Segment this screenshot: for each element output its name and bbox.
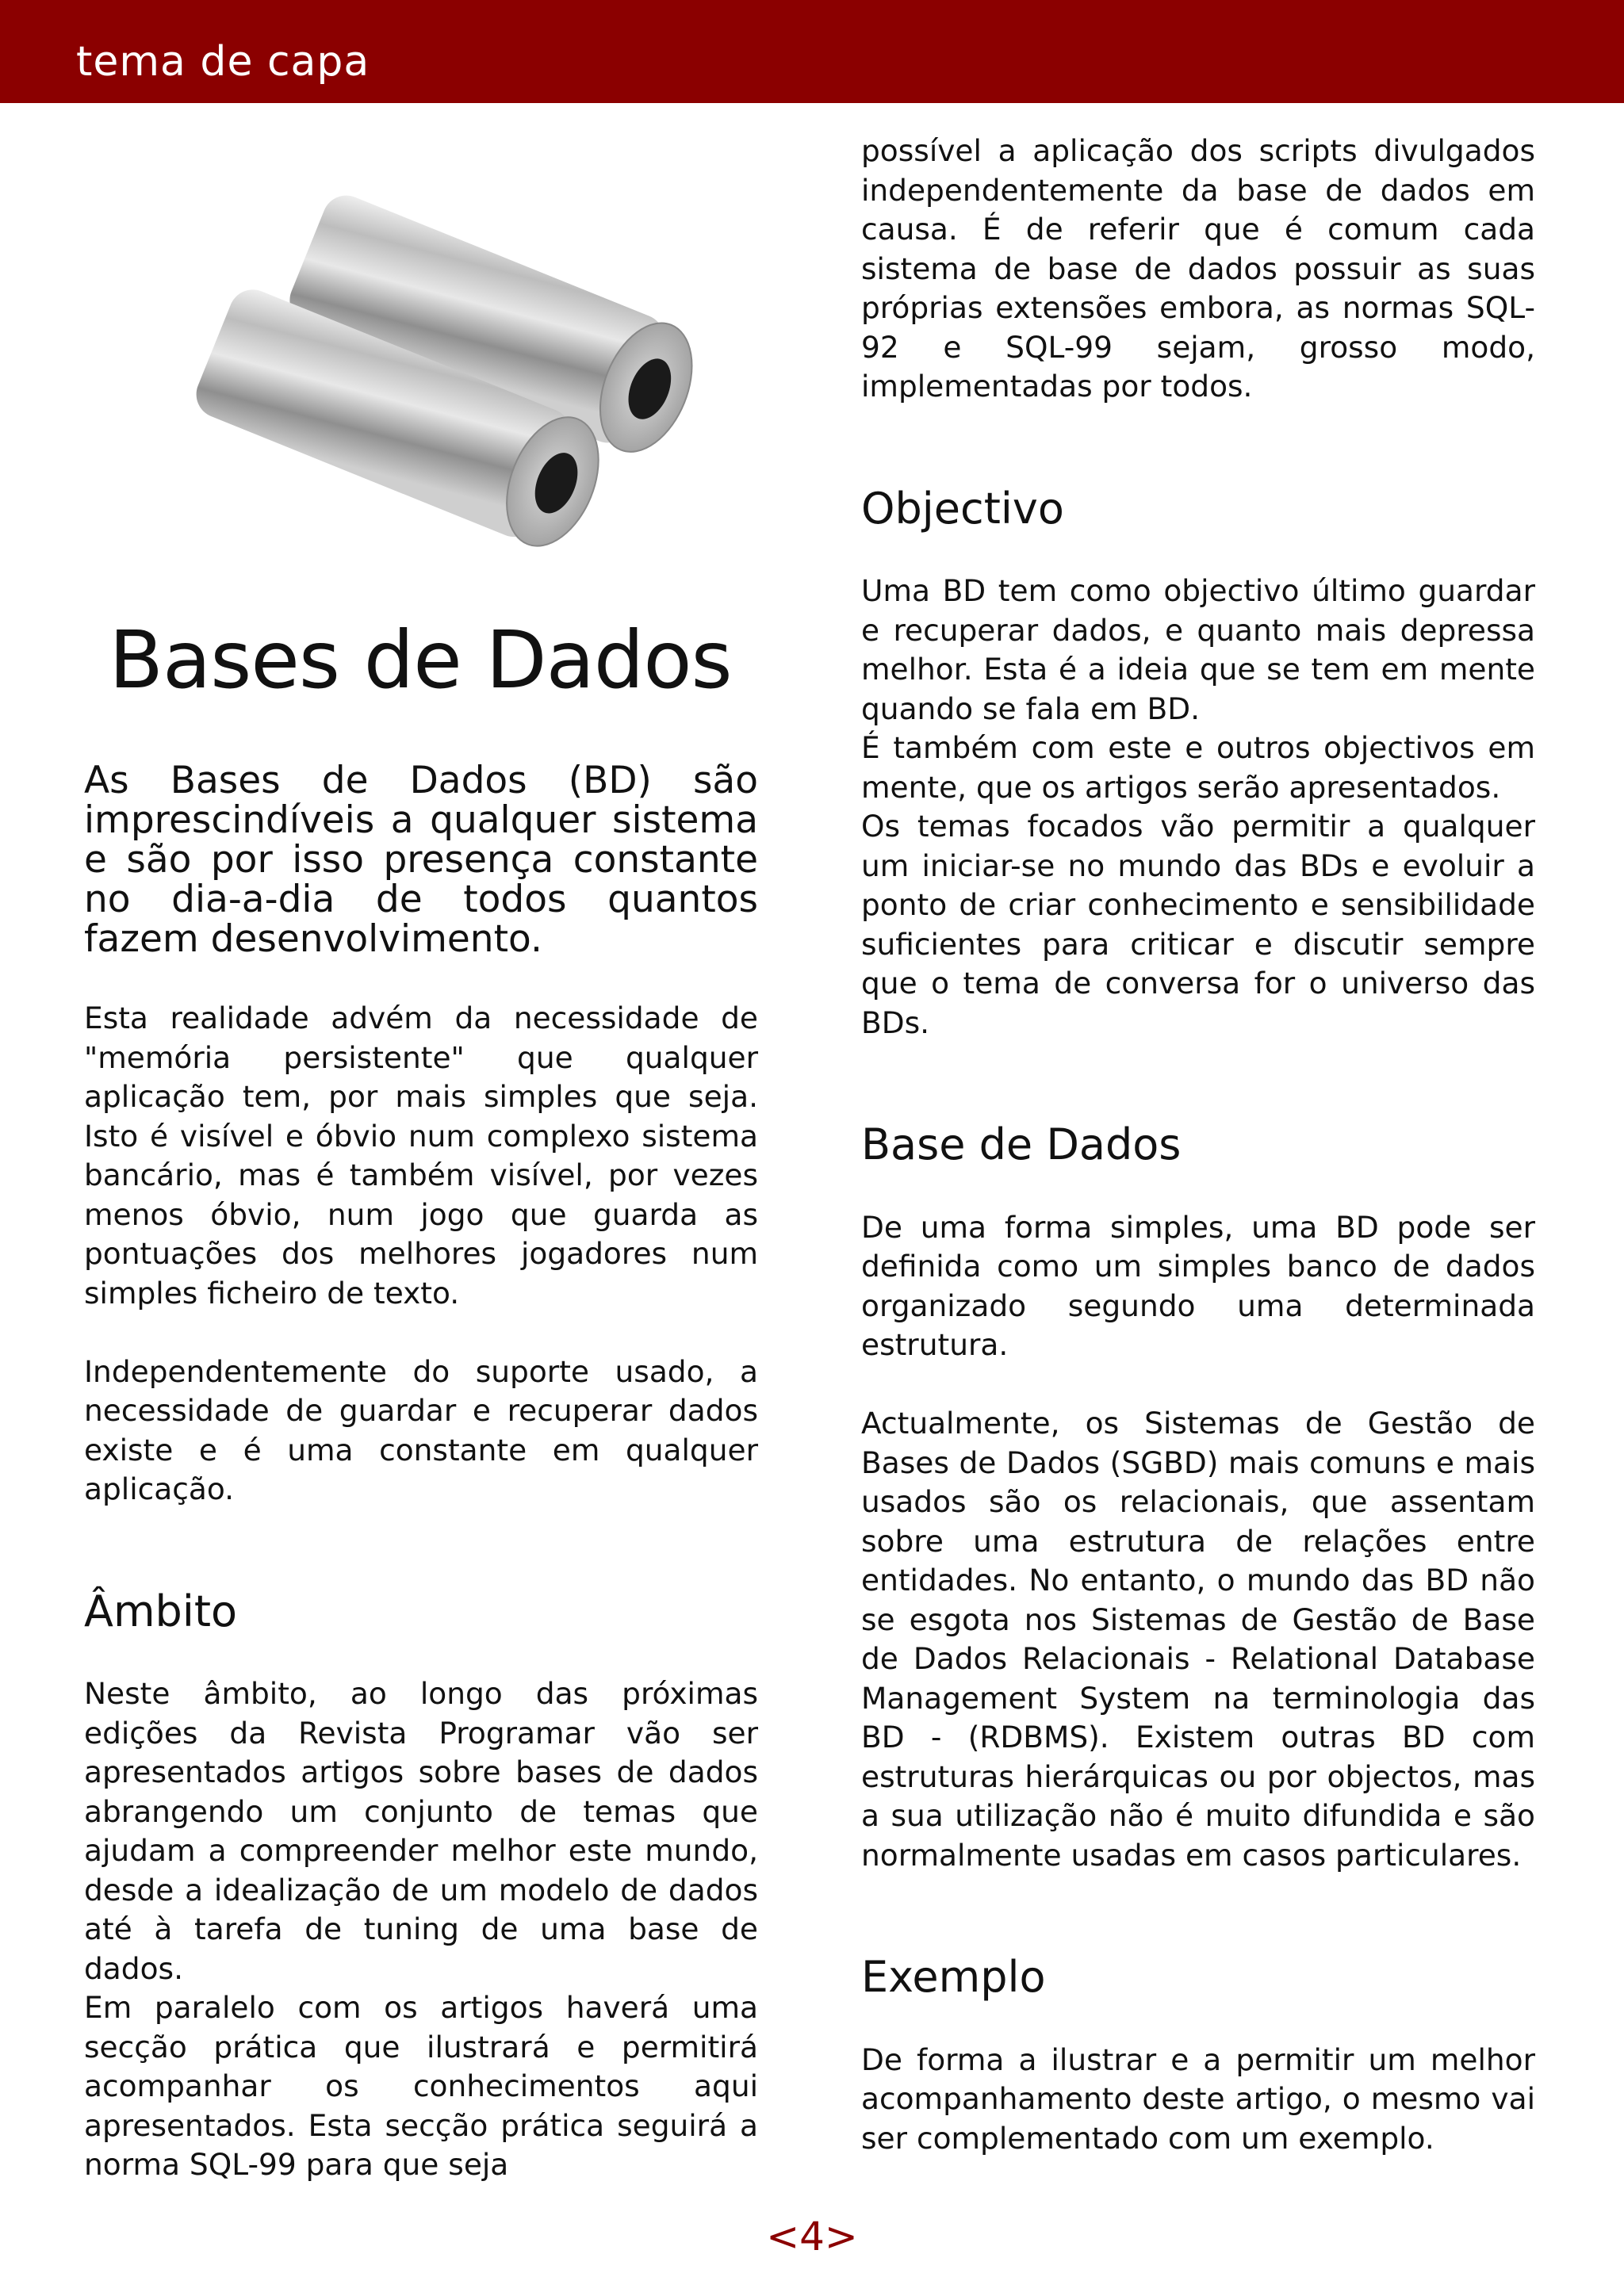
lead-paragraph: As Bases de Dados (BD) são imprescindíveis a qualquer sistema e são por isso presença constante no dia-a-dia de todos quantos fazem desenvolvimento. — [84, 759, 758, 961]
page-number: <4> — [766, 2214, 858, 2260]
section-heading-ambito: Âmbito — [84, 1586, 238, 1636]
paragraph: Neste âmbito, ao longo das próximas edições da Revista Programar vão ser apresentados artigos sobre bases de dados abrangendo um conjunto de temas que ajudam a compreender melhor este mundo, desde a idealização de um modelo de dados até à tarefa de tuning de uma base de dados. — [84, 1676, 758, 1986]
right-column — [861, 132, 1535, 2158]
section-heading-objectivo: Objectivo — [861, 483, 1064, 534]
paragraph: De forma a ilustrar e a permitir um melhor acompanhamento deste artigo, o mesmo vai ser complementado com um exemplo. — [861, 2042, 1535, 2156]
section-banner — [0, 0, 1624, 103]
paragraph: Independentemente do suporte usado, a necessidade de guardar e recuperar dados existe e é uma constante em qualquer aplicação. — [84, 1353, 758, 1506]
paragraph: Esta realidade advém da necessidade de "memória persistente" que qualquer aplicação tem, por mais simples que seja. Isto é visível e óbvio num complexo sistema bancário, mas é também visível, por vezes menos óbvio, num jogo que guarda as pontuações dos melhores jogadores num simples ficheiro de texto. — [84, 1001, 758, 1311]
paragraph: possível a aplicação dos scripts divulgados independentemente da base de dados em causa. É de referir que é comum cada sistema de base de dados possuir as suas próprias extensões embora, as normas SQL-92 e SQL-99 sejam, grosso modo, implementadas por todos. — [861, 133, 1535, 404]
magnet-cylinders-icon — [119, 166, 737, 547]
paragraph: Os temas focados vão permitir a qualquer um iniciar-se no mundo das BDs e evoluir a ponto de criar conhecimento e sensibilidade suficientes para criticar e discutir sempre que o tema de conversa for o universo das BDs. — [861, 809, 1535, 1040]
magnet-cylinders-image — [119, 166, 737, 547]
section-label: tema de capa — [76, 38, 370, 86]
paragraph: É também com este e outros objectivos em mente, que os artigos serão apresentados. — [861, 730, 1535, 805]
paragraph: Em paralelo com os artigos haverá uma secção prática que ilustrará e permitirá acompanhar os conhecimentos aqui apresentados. Esta secção prática seguirá a norma SQL-99 para que seja — [84, 1990, 758, 2182]
left-column — [84, 761, 758, 2185]
paragraph: De uma forma simples, uma BD pode ser definida como um simples banco de dados organizado segundo uma determinada estrutura. — [861, 1209, 1535, 1362]
paragraph: Uma BD tem como objectivo último guardar e recuperar dados, e quanto mais depressa melhor. Esta é a ideia que se tem em mente quando se fala em BD. — [861, 573, 1535, 726]
section-heading-base-de-dados: Base de Dados — [861, 1119, 1182, 1169]
paragraph: Actualmente, os Sistemas de Gestão de Bases de Dados (SGBD) mais comuns e mais usados são os relacionais, que assentam sobre uma estrutura de relações entre entidades. No entanto, o mundo das BD não se esgota nos Sistemas de Gestão de Base de Dados Relacionais - Relational Database Management System na terminologia das BD - (RDBMS). Existem outras BD com estruturas hierárquicas ou por objectos, mas a sua utilização não é muito difundida e são normalmente usadas em casos particulares. — [861, 1406, 1535, 1873]
article-title: Bases de Dados — [109, 614, 732, 706]
section-heading-exemplo: Exemplo — [861, 1952, 1046, 2002]
